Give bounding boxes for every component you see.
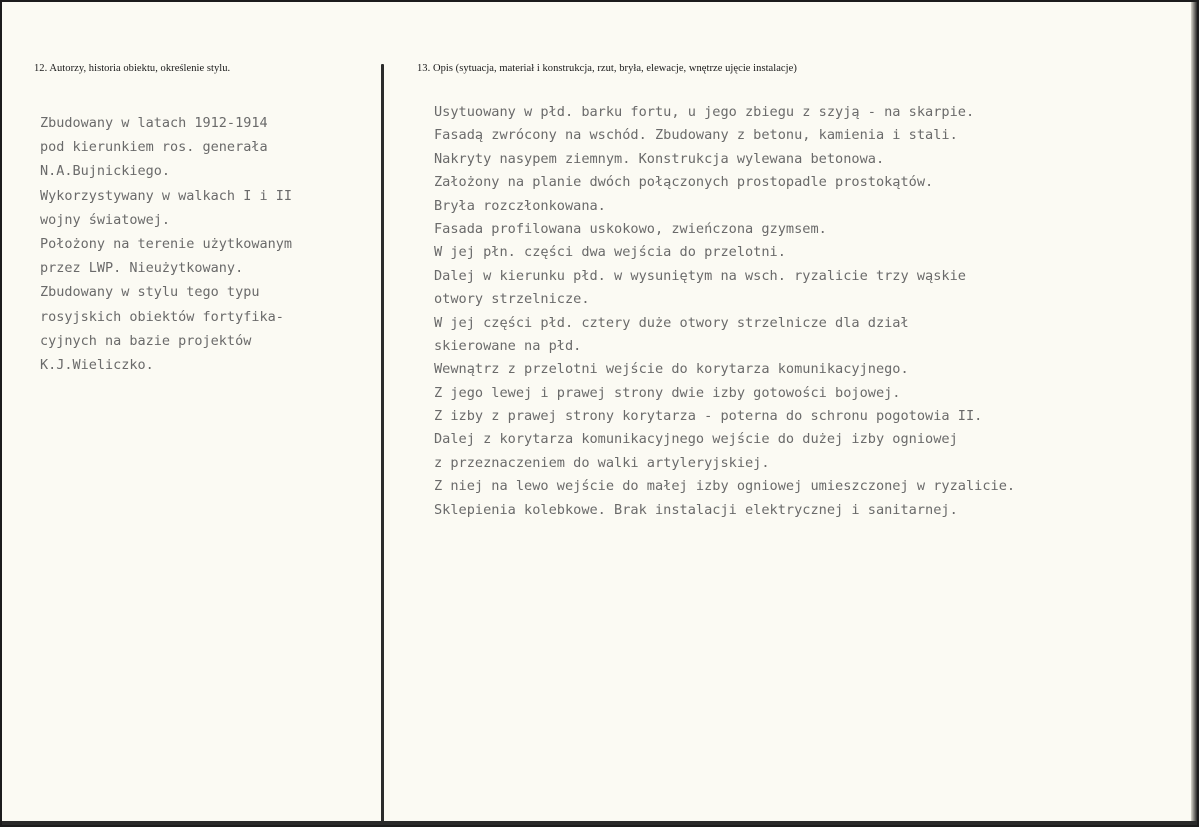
typed-line: Usytuowany w płd. barku fortu, u jego zbiegu z szyją - na skarpie. (434, 104, 975, 120)
typed-line: K.J.Wieliczko. (40, 356, 154, 373)
typed-line: W jej płn. części dwa wejścia do przelotni. (434, 244, 786, 261)
typed-line: Fasada profilowana uskokowo, zwieńczona gzymsem. (434, 220, 827, 237)
typed-line: Położony na terenie użytkowanym (40, 235, 292, 252)
column-divider (381, 64, 384, 822)
typed-line: Wykorzystywany w walkach I i II (40, 187, 292, 204)
typed-line: W jej części płd. cztery duże otwory strzelnicze dla dział (434, 314, 909, 331)
card-right-edge (1191, 2, 1197, 827)
typed-line: wojny światowej. (40, 211, 171, 228)
typed-line: Fasadą zwrócony na wschód. Zbudowany z betonu, kamienia i stali. (434, 127, 958, 144)
typed-line: skierowane na płd. (434, 337, 582, 354)
typed-line: z przeznaczeniem do walki artyleryjskiej. (434, 454, 770, 471)
typed-line: Dalej z korytarza komunikacyjnego wejście do dużej izby ogniowej (434, 431, 958, 448)
typed-line: pod kierunkiem ros. generała (40, 139, 268, 156)
typed-line: Dalej w kierunku płd. w wysuniętym na wsch. ryzalicie trzy wąskie (434, 267, 966, 284)
typed-line: przez LWP. Nieużytkowany. (40, 260, 244, 277)
typed-line: Nakryty nasypem ziemnym. Konstrukcja wylewana betonowa. (434, 150, 885, 167)
typed-line: otwory strzelnicze. (434, 291, 590, 308)
typed-line: N.A.Bujnickiego. (40, 163, 171, 180)
typed-line: cyjnych na bazie projektów (40, 332, 252, 349)
typed-line: Z izby z prawej strony korytarza - poterna do schronu pogotowia II. (434, 408, 983, 425)
section-13-typed-text (434, 101, 1015, 522)
section-12-heading: 12. Autorzy, historia obiektu, określenie stylu. (34, 63, 231, 74)
card-bottom-edge (2, 821, 1199, 825)
typed-line: Z niej na lewo wejście do małej izby ogniowej umieszczonej w ryzalicie. (434, 478, 1016, 495)
typed-line: Z jego lewej i prawej strony dwie izby gotowości bojowej. (434, 384, 901, 401)
typed-line: Wewnątrz z przelotni wejście do korytarza komunikacyjnego. (434, 361, 909, 378)
typed-line: Bryła rozczłonkowana. (434, 197, 606, 214)
typed-line: Założony na planie dwóch połączonych prostopadle prostokątów. (434, 174, 934, 191)
typed-line: rosyjskich obiektów fortyfika- (40, 308, 284, 325)
section-13-heading: 13. Opis (sytuacja, materiał i konstrukcja, rzut, bryła, elewacje, wnętrze ujęcie instalacje) (417, 63, 797, 74)
typed-line: Zbudowany w stylu tego typu (40, 284, 260, 301)
typed-line: Zbudowany w latach 1912-1914 (40, 115, 268, 131)
section-12-typed-text (40, 111, 292, 377)
typed-line: Sklepienia kolebkowe. Brak instalacji elektrycznej i sanitarnej. (434, 501, 958, 518)
